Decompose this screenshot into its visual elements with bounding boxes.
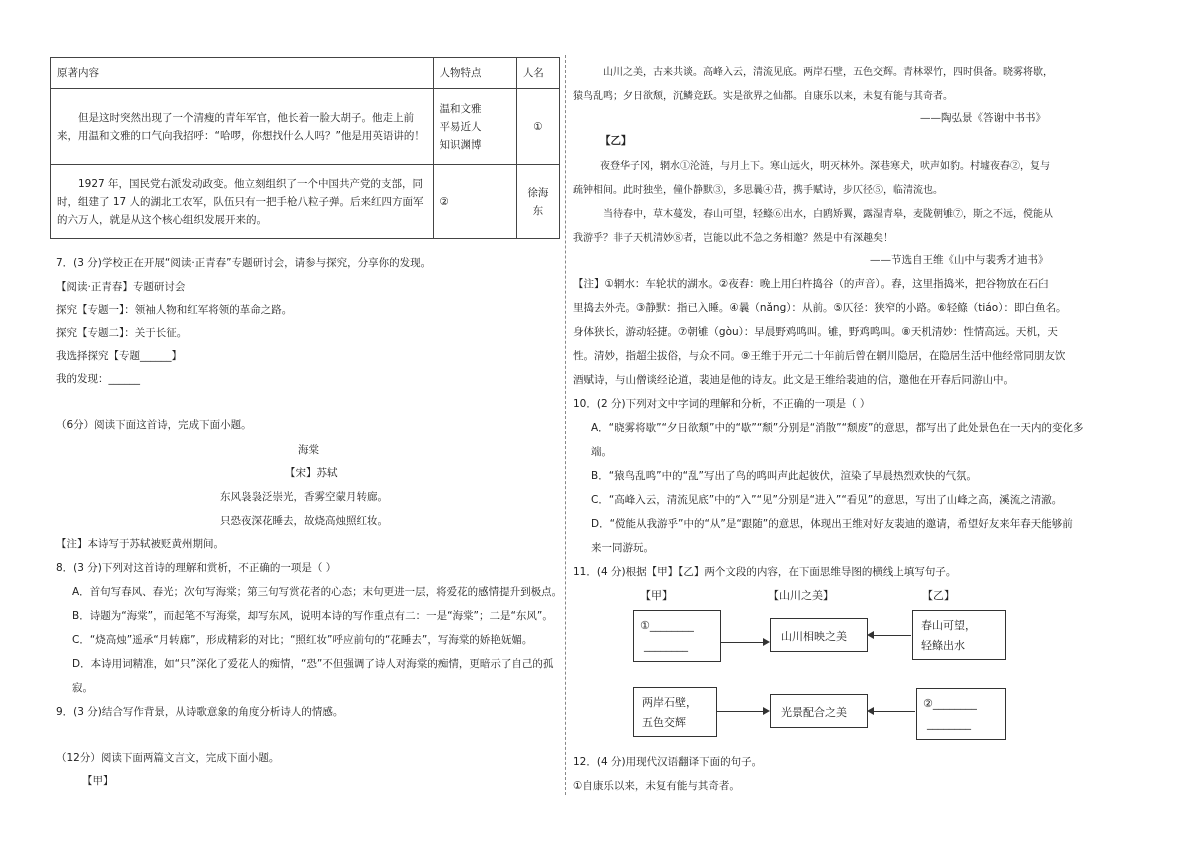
yi-text: 疏钟相间。此时独坐，僮仆静默③，多思曩④昔，携手赋诗，步仄径⑤，临清流也。 [573,185,943,196]
q7-stem: 7．(3 分)学校正在开展“阅读·正青春”专题研讨会，请参与探究，分享你的发现。 [56,257,432,269]
q7-line: 【阅读·正青春】专题研讨会 [56,281,186,293]
q10-option-a: A．“晓雾将歇”“夕日欲颓”中的“歇”“颓”分别是“消散”“颓废”的意思，都写出了此处景色在一天内的变化多 [591,422,1084,434]
q12-sentence: ①自康乐以来，未复有能与其奇者。 [573,780,740,792]
poem-line: 只恐夜深花睡去，故烧高烛照红妆。 [220,515,388,527]
yi-source: ——节选自王维《山中与裴秀才迪书》 [870,254,1049,266]
poem-intro: （6分）阅读下面这首诗，完成下面小题。 [56,419,252,431]
mindmap-heading-jia: 【甲】 [640,589,673,602]
mindmap-box-blank-2 [916,688,1006,740]
q11-stem: 11．(4 分)根据【甲】【乙】两个文段的内容，在下面思维导图的横线上填写句子。 [573,566,957,578]
q8-option-d-cont: 寂。 [72,682,93,694]
box-label: 春山可望， [921,619,976,632]
jia-text: 猿鸟乱鸣；夕日欲颓，沉鳞竞跃。实是欲界之仙都。自康乐以来，未复有能与其奇者。 [573,91,953,102]
q7-line: 探究【专题一】：领袖人物和红军将领的革命之路。 [56,304,293,316]
blank-line: ①________ [640,619,694,632]
arrowhead-right [763,638,770,646]
arrowhead-left [867,631,874,639]
row1-content: 但是这时突然出现了一个清瘦的青年军官，他长着一脸大胡子。他走上前来，用温和文雅的口气向我招呼：“哈啰，你想找什么人吗？”他是用英语讲的！ [51,89,434,165]
q10-option-c: C．“高峰入云，清流见底”中的“入”“见”分别是“进入”“看见”的意思，写出了山峰之高，溪流之清澈。 [591,494,1063,506]
q8-option-d: D．本诗用词精准，如“只”深化了爱花人的痴情，“恐”不但强调了诗人对海棠的痴情，更暗示了自己的孤 [72,658,554,670]
poem-line: 东风袅袅泛崇光，香雾空蒙月转廊。 [220,491,388,503]
q10-option-b: B．“猿鸟乱鸣”中的“乱”写出了鸟的鸣叫声此起彼伏，渲染了早晨热烈欢快的气氛。 [591,470,977,482]
arrow-left [874,635,911,636]
note-line: 酒赋诗，与山僧谈经论道，裴迪是他的诗友。此文是王维给裴迪的信，邀他在开春后同游山中。 [573,374,1014,386]
jia-label: 【甲】 [82,775,114,787]
row2-traits: ② [433,165,516,239]
arrow-right [716,711,764,712]
mindmap-heading-mid: 【山川之美】 [768,589,834,602]
arrowhead-right [763,707,770,715]
blank-line: ②________ [923,697,977,710]
poem-title: 海棠 [298,444,319,456]
q10-option-d-cont: 来一同游玩。 [591,542,654,554]
box-label: 山川相映之美 [781,630,847,643]
yi-text: 夜登华子冈，辋水①沦涟，与月上下。寒山远火，明灭林外。深巷寒犬，吠声如豹。村墟夜舂②，复与 [600,161,1050,172]
q12-stem: 12．(4 分)用现代汉语翻译下面的句子。 [573,756,763,768]
mindmap-box-spring [912,610,1006,660]
character-table [50,57,560,239]
table-row [51,89,560,165]
q8-option-b: B．诗题为“海棠”，而起笔不写海棠，却写东风，说明本诗的写作重点有二：一是“海棠”；二是“东风”。 [72,610,553,622]
row2-name: 徐海东 [516,165,559,239]
arrow-left [874,711,915,712]
jia-text: 山川之美，古来共谈。高峰入云，清流见底。两岸石壁，五色交辉。青林翠竹，四时俱备。晓雾将歇， [603,67,1053,78]
table-header-row [51,58,560,89]
q10-option-a-cont: 端。 [591,446,612,458]
mindmap-box-light [770,694,868,728]
row2-content: 1927 年，国民党右派发动政变。他立刻组织了一个中国共产党的支部，同时，组建了 17 人的湖北工农军，队伍只有一把手枪八粒子弹。后来红四方面军的六万人，就是从这个核心组织发展开来的。 [51,165,434,239]
jia-source: ——陶弘景《答谢中书书》 [920,112,1046,124]
q9-stem: 9．(3 分)结合写作背景，从诗歌意象的角度分析诗人的情感。 [56,706,344,718]
row1-name: ① [516,89,559,165]
q7-line: 我的发现：______ [56,373,140,385]
row1-traits [433,89,516,165]
poem-note: 【注】本诗写于苏轼被贬黄州期间。 [56,538,224,550]
q7-line: 我选择探究【专题______】 [56,350,182,362]
q8-stem: 8．(3 分)下列对这首诗的理解和赏析，不正确的一项是（ ） [56,562,337,574]
note-line: 身体狭长，游动轻捷。⑦朝雊（gòu）：早晨野鸡鸣叫。雊，野鸡鸣叫。⑧天机清妙：性情高远。天机，天 [573,326,1058,338]
classical-intro: （12分）阅读下面两篇文言文，完成下面小题。 [56,752,280,764]
header-content: 原著内容 [51,58,434,89]
trait: 温和文雅 [439,102,482,115]
note-line: 性。清妙，指超尘拔俗，与众不同。⑨王维于开元二十年前后曾在辋川隐居，在隐居生活中他经常同朋友饮 [573,350,1066,362]
note-line: 【注】①辋水：车轮状的湖水。②夜舂：晚上用臼杵捣谷（的声音）。舂，这里指捣米，把谷物放在石臼 [573,278,1049,290]
mindmap-box-cliffs [633,687,717,737]
box-label: 两岸石壁， [642,696,697,709]
blank-line: ________ [927,717,971,730]
box-label: 轻鲦出水 [921,639,965,652]
yi-text: 当待春中，草木蔓发，春山可望，轻鲦⑥出水，白鸥矫翼，露湿青皋，麦陇朝雊⑦，斯之不远，傥能从 [603,209,1053,220]
yi-label: 【乙】 [600,135,632,147]
mindmap-box-mutual [770,618,868,652]
note-line: 里捣去外壳。③静默：指已入睡。④曩（nǎng）：从前。⑤仄径：狭窄的小路。⑥轻鲦（tiáo）：即白鱼名。 [573,302,1067,314]
header-name: 人名 [516,58,559,89]
table-row [51,165,560,239]
q10-stem: 10．(2 分)下列对文中字词的理解和分析，不正确的一项是（ ） [573,398,871,410]
column-divider [565,55,566,795]
q10-option-d: D．“傥能从我游乎”中的“从”是“跟随”的意思，体现出王维对好友裴迪的邀请，希望好友来年春天能够前 [591,518,1073,530]
poem-author: 【宋】苏轼 [285,467,338,479]
trait: 平易近人 [439,120,482,133]
arrow-right [720,642,764,643]
mindmap-box-blank-1 [633,610,721,662]
trait: 知识渊博 [439,138,482,151]
mindmap-heading-yi: 【乙】 [922,589,955,602]
box-label: 光景配合之美 [781,706,847,719]
arrowhead-left [867,707,874,715]
q8-option-c: C．“烧高烛”遥承“月转廊”，形成精彩的对比；“照红妆”呼应前句的“花睡去”，写海棠的娇艳妩媚。 [72,634,533,646]
header-traits: 人物特点 [433,58,516,89]
q7-line: 探究【专题二】：关于长征。 [56,327,188,339]
box-label: 五色交辉 [642,716,686,729]
blank-line: ________ [644,639,688,652]
yi-text: 我游乎？非子天机清妙⑧者，岂能以此不急之务相邀？然是中有深趣矣！ [573,233,893,244]
q8-option-a: A．首句写春风、春光；次句写海棠；第三句写赏花者的心态；末句更进一层，将爱花的感情提升到极点。 [72,586,563,598]
